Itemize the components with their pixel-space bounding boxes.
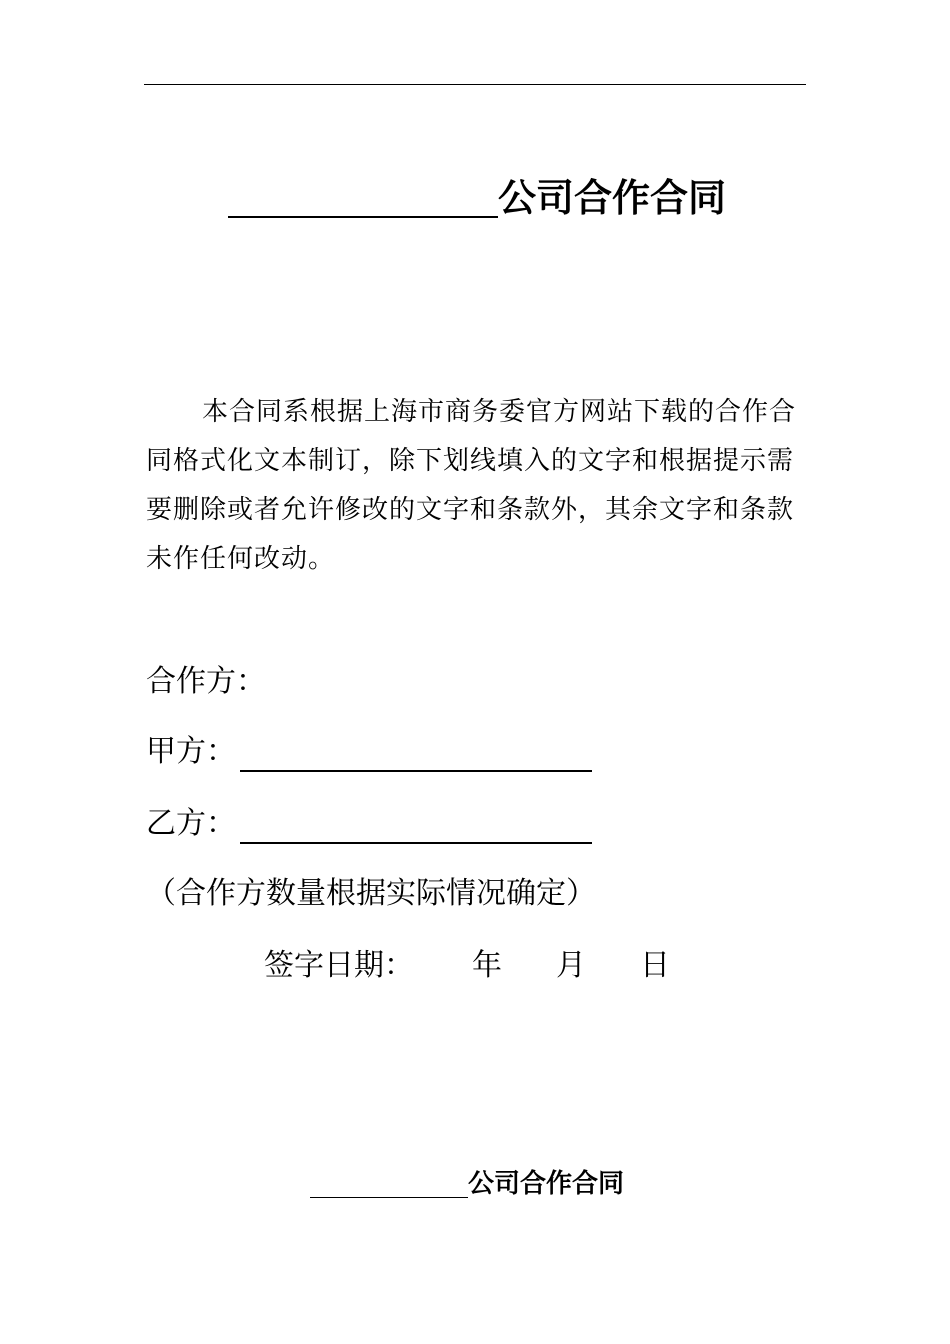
footer-title <box>310 1164 624 1204</box>
party-a-blank[interactable] <box>240 734 592 772</box>
footer-company-name-blank[interactable] <box>310 1167 468 1198</box>
company-name-blank[interactable] <box>228 172 498 218</box>
month-label: 月 <box>556 948 586 983</box>
header-rule <box>144 84 806 85</box>
sign-date-label: 签字日期： <box>264 948 414 983</box>
party-a-label: 甲方： <box>146 734 236 769</box>
party-b-line <box>146 800 592 848</box>
footer-title-text: 公司合作合同 <box>468 1169 625 1199</box>
party-b-blank[interactable] <box>240 806 592 844</box>
intro-paragraph: 本合同系根据上海市商务委官方网站下载的合作合同格式化文本制订，除下划线填入的文字和根据提示需要删除或者允许修改的文字和条款外，其余文字和条款未作任何改动。 <box>146 397 797 574</box>
day-label: 日 <box>640 948 670 983</box>
title-text: 公司合作合同 <box>498 176 727 220</box>
party-a-line <box>146 728 592 776</box>
year-label: 年 <box>472 948 502 983</box>
document-title <box>228 170 726 226</box>
party-b-label: 乙方： <box>146 806 236 841</box>
sign-date-line <box>264 942 670 990</box>
parties-heading: 合作方： <box>146 664 266 699</box>
parties-note: （合作方数量根据实际情况确定） <box>146 876 596 911</box>
